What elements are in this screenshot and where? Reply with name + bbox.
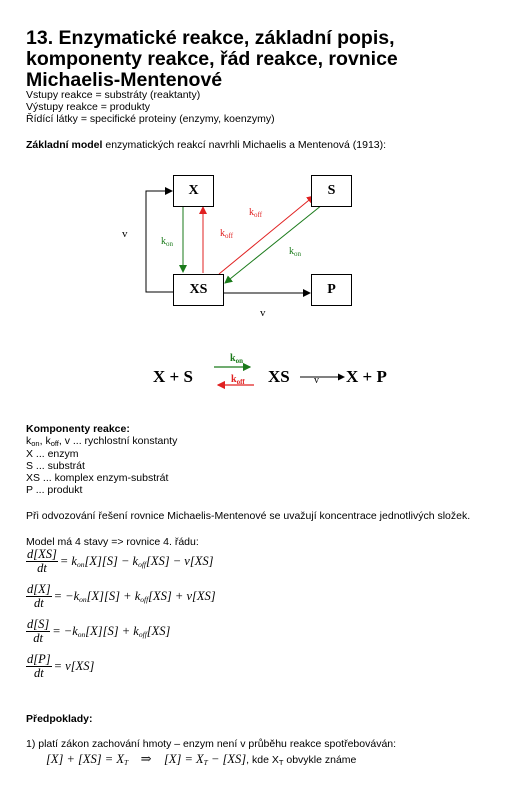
label-v-bottom: v (260, 307, 266, 319)
reaction-kon: $k_{on}$ (230, 353, 243, 365)
implies-arrow: ⇒ (140, 751, 152, 766)
reaction-v: v (314, 375, 319, 386)
reaction-mid: XS (268, 367, 290, 386)
reaction-koff: $k_{off}$ (231, 374, 245, 386)
equation-ds: $\frac{d[S]}{dt}$ = $-k_{on}[X][S] + k_{off}[XS]$ (27, 617, 171, 645)
s-to-xs-kon-arrow (225, 205, 322, 283)
intro-controls: Řídící látky = specifické proteiny (enzymy, koenzymy) (26, 113, 275, 125)
mass-conservation-formula: $[X] + [XS] = X_T$ (46, 752, 129, 767)
assumption-1-tail: , kde $X_T$ obvykle známe (246, 754, 357, 767)
equation-dx: $\frac{d[X]}{dt}$ = $-k_{on}[X][S] + k_{off}[XS] + v[XS]$ (27, 582, 216, 610)
intro-inputs: Vstupy reakce = substráty (reaktanty) (26, 89, 201, 101)
model-states: Model má 4 stavy => rovnice 4. řádu: (26, 536, 199, 548)
model-intro-rest: enzymatických reakcí navrhli Michaelis a Mentenová (1913): (102, 139, 387, 151)
assumptions-heading: Předpoklady: (26, 713, 93, 725)
free-enzyme-formula: $[X] = X_T - [XS]$ (163, 752, 247, 767)
component-x: X ... enzym (26, 448, 79, 460)
model-intro-bold: Základní model (26, 139, 103, 151)
label-kon-right: $k_{on}$ (289, 246, 301, 258)
page-title: 13. Enzymatické reakce, základní popis, komponenty reakce, řád reakce, rovnice Michaelis-Mentenové (26, 27, 398, 91)
component-s: S ... substrát (26, 460, 85, 472)
equation-dp: $\frac{d[P]}{dt}$ = v[XS] (27, 652, 95, 680)
derivation-note: Při odvozování řešení rovnice Michaelis-Mentenové se uvažují koncentrace jednotlivých složek. (26, 510, 471, 522)
node-xs: XS (173, 274, 224, 306)
components-heading: Komponenty reakce: (26, 423, 130, 435)
reaction-equation (140, 345, 410, 395)
xs-to-s-koff-arrow (219, 196, 314, 274)
label-v-left: v (122, 228, 128, 240)
reaction-rhs: X + P (346, 367, 387, 386)
node-s: S (311, 175, 352, 207)
label-kon-left: $k_{on}$ (161, 236, 173, 248)
assumption-1-formula (46, 750, 356, 770)
component-xs: XS ... komplex enzym-substrát (26, 472, 169, 484)
intro-outputs: Výstupy reakce = produkty (26, 101, 151, 113)
reaction-lhs: X + S (153, 367, 193, 386)
label-koff-left: $k_{off}$ (220, 228, 234, 240)
equation-dxs: $\frac{d[XS]}{dt}$ = $k_{on}[X][S] - k_{off}[XS] - v[XS]$ (27, 547, 214, 575)
reaction-diagram (0, 0, 511, 330)
node-x: X (173, 175, 214, 207)
label-koff-right: $k_{off}$ (249, 207, 263, 219)
components-rate-constants: $k_{on}$, $k_{off}$, v ... rychlostní konstanty (26, 435, 178, 448)
node-p: P (311, 274, 352, 306)
assumption-1: 1) platí zákon zachování hmoty – enzym není v průběhu reakce spotřebováván: (26, 738, 397, 750)
component-p: P ... produkt (26, 484, 83, 496)
